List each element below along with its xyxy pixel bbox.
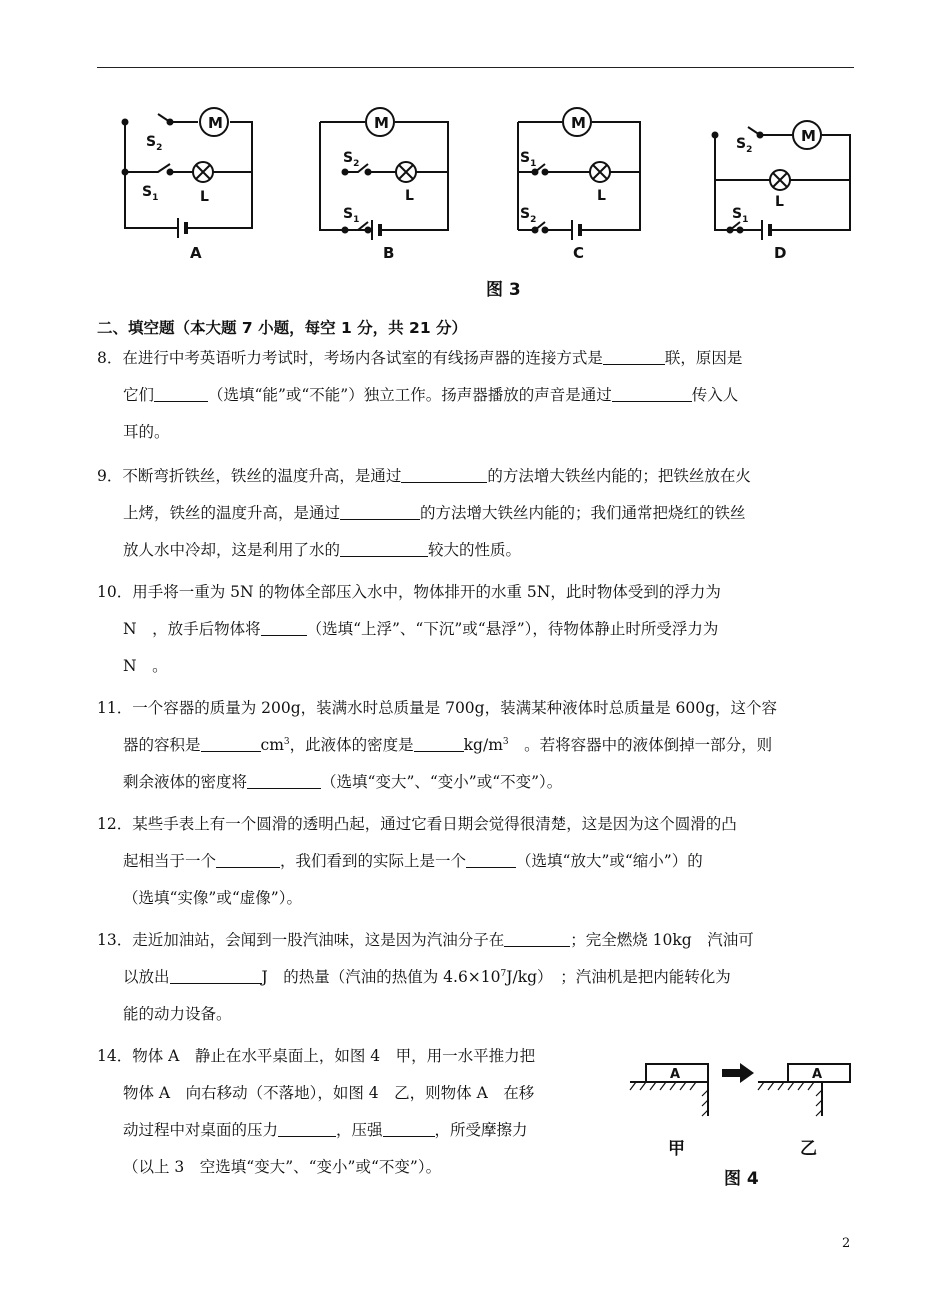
q9-text: 上烤，铁丝的温度升高，是通过 xyxy=(123,504,341,522)
answer-blank[interactable] xyxy=(603,349,665,366)
q9-text: 的方法增大铁丝内能的；把铁丝放在火 xyxy=(487,467,751,485)
option-b-label: B xyxy=(383,244,395,262)
q13-text: ；完全燃烧 10kg 汽油可 xyxy=(570,931,754,949)
motor-label-d: M xyxy=(801,127,816,145)
q11-text: （选填“变大”、“变小”或“不变”）。 xyxy=(321,773,563,791)
q9-text: 9．不断弯折铁丝，铁丝的温度升高，是通过 xyxy=(97,467,402,485)
q14-text: ，压强 xyxy=(336,1121,383,1139)
s2-label-c: $S_2$ xyxy=(520,206,537,225)
q11-text: 。若将容器中的液体倒掉一部分，则 xyxy=(508,736,773,754)
motor-label-b: M xyxy=(374,114,389,132)
q12-text: （选填“放大”或“缩小”）的 xyxy=(516,852,703,870)
motor-label-a: M xyxy=(208,114,223,132)
circuit-a xyxy=(123,108,253,238)
figure-3-caption: 图 3 xyxy=(486,280,521,300)
block-a-left-label: A xyxy=(670,1067,681,1082)
q11-superscript: 3 xyxy=(283,736,290,747)
lamp-label-a: L xyxy=(200,189,209,205)
s2-label-d: $S_2$ xyxy=(736,136,753,155)
q12-text: 起相当于一个 xyxy=(123,852,217,870)
option-c-label: C xyxy=(573,244,585,262)
q9-text: 较大的性质。 xyxy=(428,541,522,559)
page-number: 2 xyxy=(842,1236,851,1251)
answer-blank[interactable] xyxy=(340,541,428,558)
s2-label-a: $S_2$ xyxy=(146,134,163,153)
figure-3-circuits xyxy=(110,100,870,275)
section-title: 二、填空题（本大题 7 小题，每空 1 分，共 21 分） xyxy=(97,319,468,337)
q14-text: 物体 A 向右移动（不落地），如图 4 乙，则物体 A 在移 xyxy=(123,1084,535,1102)
s1-label-a: $S_1$ xyxy=(142,184,159,203)
answer-blank[interactable] xyxy=(383,1121,435,1138)
q10-text: （选填“上浮”、“下沉”或“悬浮”），待物体静止时所受浮力为 xyxy=(306,620,719,638)
answer-blank[interactable] xyxy=(216,852,280,869)
answer-blank[interactable] xyxy=(261,620,307,637)
yi-label: 乙 xyxy=(800,1139,817,1159)
q11-text: cm xyxy=(260,736,284,754)
motor-label-c: M xyxy=(571,114,586,132)
q8-text: 它们 xyxy=(123,386,155,404)
q8-text: 联，原因是 xyxy=(664,349,743,367)
answer-blank[interactable] xyxy=(414,736,464,753)
question-11 xyxy=(97,690,857,801)
q8-text: 8．在进行中考英语听力考试时，考场内各试室的有线扬声器的连接方式是 xyxy=(97,349,603,367)
s2-label-b: $S_2$ xyxy=(343,150,360,169)
question-10 xyxy=(97,574,857,685)
answer-blank[interactable] xyxy=(278,1121,336,1138)
answer-blank[interactable] xyxy=(401,467,487,484)
lamp-label-d: L xyxy=(775,194,784,210)
q13-superscript: 7 xyxy=(500,968,507,979)
q10-text: N ，放手后物体将 xyxy=(123,620,261,638)
s1-label-b: $S_1$ xyxy=(343,206,360,225)
q9-text: 放人水中冷却，这是利用了水的 xyxy=(123,541,341,559)
q12-text: ，我们看到的实际上是一个 xyxy=(280,852,467,870)
option-d-label: D xyxy=(774,244,787,262)
q10-text: 10．用手将一重为 5N 的物体全部压入水中，物体排开的水重 5N，此时物体受到的浮力为 xyxy=(97,583,721,601)
q9-text: 的方法增大铁丝内能的；我们通常把烧红的铁丝 xyxy=(420,504,746,522)
answer-blank[interactable] xyxy=(340,504,420,521)
answer-blank[interactable] xyxy=(466,852,516,869)
header-rule xyxy=(97,67,854,68)
answer-blank[interactable] xyxy=(170,968,262,985)
q14-text: 动过程中对桌面的压力 xyxy=(123,1121,279,1139)
question-12 xyxy=(97,806,857,917)
answer-blank[interactable] xyxy=(154,386,208,403)
q14-text: （以上 3 空选填“变大”、“变小”或“不变”）。 xyxy=(123,1158,442,1176)
q11-text: ，此液体的密度是 xyxy=(289,736,414,754)
q13-text: 13．走近加油站，会闻到一股汽油味，这是因为汽油分子在 xyxy=(97,931,505,949)
q13-text: 能的动力设备。 xyxy=(123,1005,232,1023)
s1-label-d: $S_1$ xyxy=(732,206,749,225)
q12-text: （选填“实像”或“虚像”）。 xyxy=(123,889,302,907)
q11-text: 器的容积是 xyxy=(123,736,201,754)
answer-blank[interactable] xyxy=(504,931,570,948)
q13-text: J/kg） ；汽油机是把内能转化为 xyxy=(506,968,731,986)
q11-text: 11．一个容器的质量为 200g，装满水时总质量是 700g，装满某种液体时总质量是 600g，这个容 xyxy=(97,699,778,717)
q8-text: 传入人 xyxy=(691,386,739,404)
question-8 xyxy=(97,340,857,451)
q8-text: 耳的。 xyxy=(123,423,170,441)
q12-text: 12．某些手表上有一个圆滑的透明凸起，通过它看日期会觉得很清楚，这是因为这个圆滑的凸 xyxy=(97,815,737,833)
answer-blank[interactable] xyxy=(247,773,321,790)
push-arrow-icon xyxy=(722,1063,754,1083)
lamp-label-c: L xyxy=(597,188,606,204)
question-13 xyxy=(97,922,857,1033)
q11-superscript: 3 xyxy=(502,736,509,747)
q11-text: 剩余液体的密度将 xyxy=(123,773,248,791)
q13-text: J 的热量（汽油的热值为 4.6×10 xyxy=(261,968,501,986)
block-a-right-label: A xyxy=(812,1067,823,1082)
q11-text: kg/m xyxy=(463,736,503,754)
q8-text: （选填“能”或“不能”）独立工作。扬声器播放的声音是通过 xyxy=(208,386,612,404)
question-9 xyxy=(97,458,857,569)
q13-text: 以放出 xyxy=(123,968,170,986)
circuit-d xyxy=(713,121,851,240)
jia-label: 甲 xyxy=(668,1139,685,1159)
q14-text: 14．物体 A 静止在水平桌面上，如图 4 甲，用一水平推力把 xyxy=(97,1047,536,1065)
q10-text: N 。 xyxy=(123,657,168,675)
lamp-label-b: L xyxy=(405,188,414,204)
answer-blank[interactable] xyxy=(201,736,261,753)
figure-4-diagram xyxy=(628,1042,858,1202)
s1-label-c: $S_1$ xyxy=(520,150,537,169)
answer-blank[interactable] xyxy=(612,386,692,403)
option-a-label: A xyxy=(190,244,202,262)
q14-text: ，所受摩擦力 xyxy=(434,1121,528,1139)
question-14 xyxy=(97,1038,617,1186)
figure-4-caption: 图 4 xyxy=(724,1169,759,1189)
